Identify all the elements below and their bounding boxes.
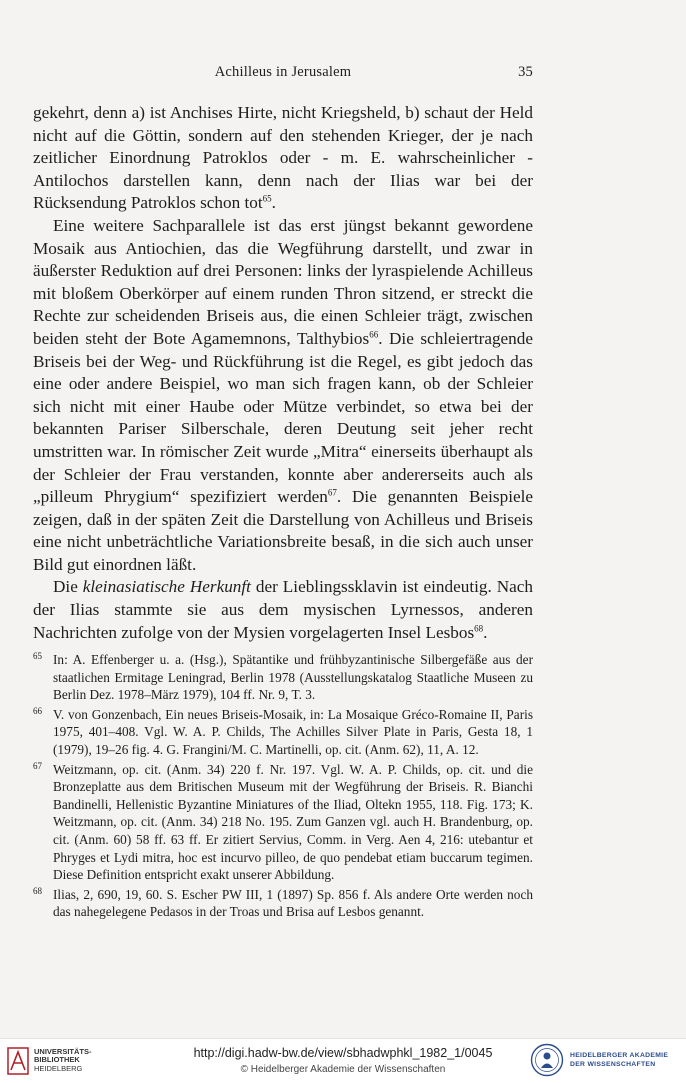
footnote-number: 67: [33, 760, 42, 771]
paragraph-3: [33, 576, 533, 644]
page-number: 35: [518, 64, 533, 80]
ub-line-2: BIBLIOTHEK: [34, 1055, 80, 1065]
body-text: [33, 102, 533, 644]
footnote-ref-66: 66: [369, 329, 379, 340]
academy-logo[interactable]: [530, 1043, 680, 1079]
running-head: [33, 64, 533, 84]
paragraph-3-text-pre: Die: [53, 577, 83, 597]
academy-line-2: DER WISSENSCHAFTEN: [570, 1061, 656, 1068]
paragraph-2: [33, 215, 533, 577]
footnote-text: Weitzmann, op. cit. (Anm. 34) 220 f. Nr. 197. Vgl. W. A. P. Childs, op. cit. und die Bronzeplatte aus dem Britischen Museum mit der Wegführung der Briseis. R. Bianchi Bandinelli, Hellenistic Byzantine Miniatures of the Iliad, Oltekn 1955, 118. Fig. 173; K. Weitzmann, op. cit. (Anm. 34) 218 No. 195. Zum Ganzen vgl. auch H. Brandenburg, op. cit. (Anm. 60) 58 ff. 63 ff. Er zitiert Servius, Comm. in Verg. Aen 4, 216: utebantur et Phryges et Lydi mitra, hoc est incurvo pilleo, de quo pendebat etiam buccarum tegimen. Diese Definition entspricht exakt unserer Abbildung.: [53, 761, 533, 883]
paragraph-3-end: .: [483, 622, 488, 642]
permalink-url[interactable]: http://digi.hadw-bw.de/view/sbhadwphkl_1982_1/0045: [193, 1046, 493, 1060]
paragraph-1-end: .: [271, 193, 276, 213]
paragraph-3-text-post: der Lieblingssklavin ist eindeutig. Nach der Ilias stammte sie aus dem mysischen Lyrnessos, anderen Nachrichten zufolge von der Mysien vorgelagerten Insel Lesbos: [33, 577, 533, 642]
copyright-notice: © Heidelberger Akademie der Wissenschaften: [240, 1064, 446, 1075]
footnote-68: [33, 886, 533, 921]
footnote-text: Ilias, 2, 690, 19, 60. S. Escher PW III, 1 (1897) Sp. 856 f. Als andere Orte werden noch das nahegelegene Pedasos in der Troas und Brisa auf Lesbos genannt.: [53, 886, 533, 920]
academy-label: [570, 1051, 668, 1069]
footnote-ref-67: 67: [327, 487, 337, 498]
paragraph-1: [33, 102, 533, 215]
paragraph-1-text: gekehrt, denn a) ist Anchises Hirte, nicht Kriegsheld, b) schaut der Held nicht auf die Göttin, sondern auf den stehenden Krieger, der je nach zeitlicher Einordnung Patroklos oder - m. E. wahrscheinlicher - Antilochos darstellen kann, denn nach der Ilias war bei der Rücksendung Patroklos schon tot: [33, 103, 533, 213]
academy-line-1: HEIDELBERGER AKADEMIE: [570, 1052, 669, 1059]
ub-line-1: UNIVERSITÄTS-: [34, 1047, 92, 1056]
footnote-number: 65: [33, 651, 42, 661]
paragraph-2-text-a: Eine weitere Sachparallele ist das erst jüngst bekannt gewordene Mosaik aus Antiochien, das die Wegführung darstellt, und zwar in äußerster Reduktion auf drei Personen: links der lyraspielende Achilleus mit bloßem Oberkörper auf einem runden Thron sitzend, er streckt die Rechte zur scheidenden Briseis aus, die einen Schleier trägt, zwischen beiden steht der Bote Agamemnons, Talthybios: [33, 215, 533, 348]
paragraph-3-emphasis: kleinasiatische Herkunft: [82, 577, 251, 597]
footnote-67: [33, 761, 533, 884]
footnote-text: V. von Gonzenbach, Ein neues Briseis-Mosaik, in: La Mosaique Gréco-Romaine II, Paris 1975, 401–408. Vgl. W. A. P. Childs, The Achilles Silver Plate in Paris, Gesta 18, 1 (1979), 19–26 fig. 4. G. Frangini/M. C. Martinelli, op. cit. (Anm. 62), 11, A. 12.: [53, 706, 533, 757]
footnote-text: In: A. Effenberger u. a. (Hsg.), Spätantike und frühbyzantinische Silbergefäße aus der staatlichen Ermitage Leningrad, Berlin 1978 (Ausstellungskatalog Staatliche Museen zu Berlin Dez. 1978–März 1979), 104 ff. Nr. 9, T. 3.: [53, 652, 533, 703]
footnote-65: [33, 651, 533, 704]
footnote-number: 66: [33, 705, 42, 716]
footnote-66: [33, 706, 533, 759]
ub-line-3: HEIDELBERG: [34, 1063, 83, 1073]
running-title: Achilleus in Jerusalem: [214, 64, 352, 80]
paragraph-2-text-c: . Die genannten Beispiele zeigen, daß in der späten Zeit die Darstellung von Achilleus und Briseis eine nicht unbeträchtliche Variationsbreite besaß, in die sich auch unser Bild gut einordnen läßt.: [33, 487, 534, 574]
footnote-ref-68: 68: [474, 622, 484, 633]
footnote-ref-65: 65: [262, 193, 272, 204]
footnote-number: 68: [33, 885, 42, 896]
academy-seal-icon: [530, 1043, 564, 1077]
footnotes: [33, 651, 533, 923]
paragraph-2-text-b: . Die schleiertragende Briseis bei der Weg- und Rückführung ist die Regel, es gibt jedoch das eine oder andere Beispiel, wo man sich fragen kann, ob der Schleier sich nicht mit einer Haube oder Mütze verbindet, so etwa bei der bekannten Pariser Silberschale, deren Deutung seit jeher recht umstritten war. In römischer Zeit wurde „Mitra“ einerseits überhaupt als der Schleier der Frau verstanden, konnte aber andererseits auch als „pilleum Phrygium“ spezifiziert werden: [33, 328, 533, 507]
viewer-footer: [0, 1038, 686, 1083]
